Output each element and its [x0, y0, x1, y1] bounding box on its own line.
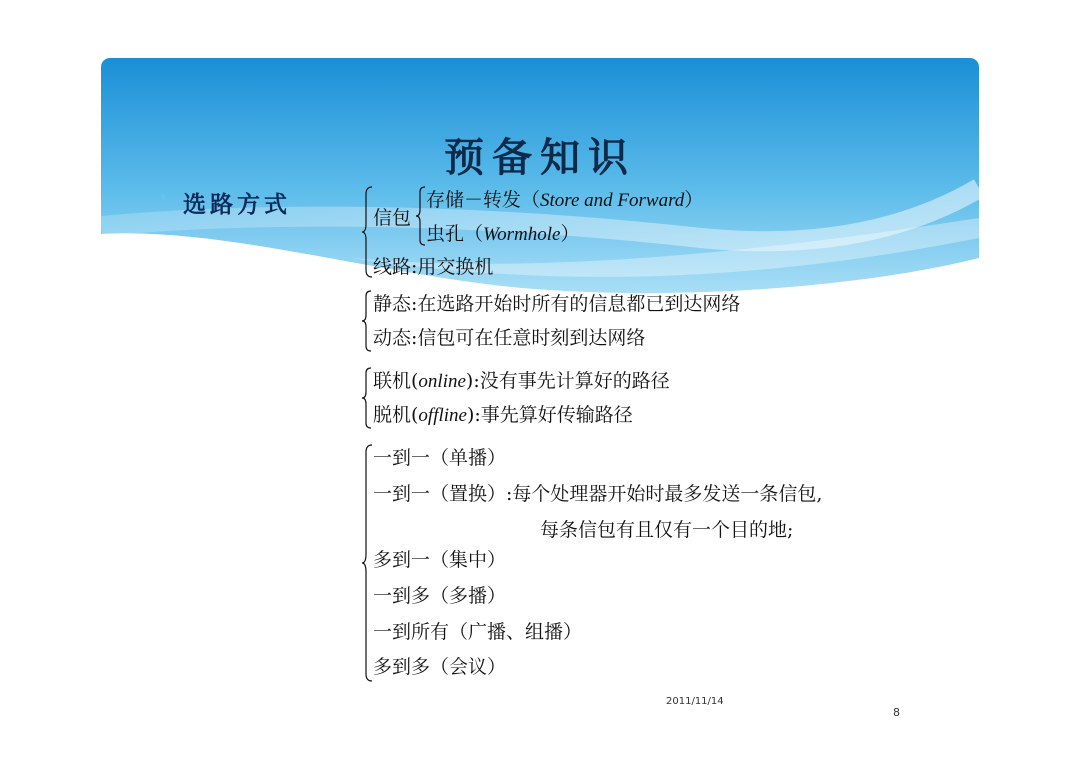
wormhole-text: 虫孔（Wormhole） — [426, 223, 580, 245]
packet-label: 信包 — [373, 207, 412, 229]
static-text: 静态:在选路开始时所有的信息都已到达网络 — [373, 293, 741, 315]
offline-text: 脱机(offline):事先算好传输路径 — [373, 404, 633, 426]
online-text: 联机(online):没有事先计算好的路径 — [373, 370, 670, 392]
pattern-gather: 多到一（集中） — [373, 549, 507, 571]
pattern-conference: 多到多（会议） — [373, 656, 507, 678]
brace-timing — [362, 290, 372, 352]
footer-date: 2011/11/14 — [666, 696, 724, 707]
circuit-text: 线路:用交换机 — [373, 256, 494, 278]
bullet-marker: * — [160, 192, 167, 208]
slide-title: 预备知识 — [444, 134, 636, 181]
pattern-permutation-cont: 每条信包有且仅有一个目的地; — [540, 519, 794, 541]
brace-mode — [362, 367, 372, 429]
bullet-label: 选路方式 — [183, 191, 291, 218]
pattern-unicast: 一到一（单播） — [373, 447, 507, 469]
store-forward-text: 存储－转发（Store and Forward） — [426, 189, 704, 211]
page-number: 8 — [893, 706, 900, 719]
pattern-permutation: 一到一（置换）:每个处理器开始时最多发送一条信包, — [373, 483, 823, 505]
pattern-multicast: 一到多（多播） — [373, 585, 507, 607]
pattern-broadcast: 一到所有（广播、组播） — [373, 621, 583, 643]
dynamic-text: 动态:信包可在任意时刻到达网络 — [373, 327, 646, 349]
brace-packet — [416, 186, 426, 246]
